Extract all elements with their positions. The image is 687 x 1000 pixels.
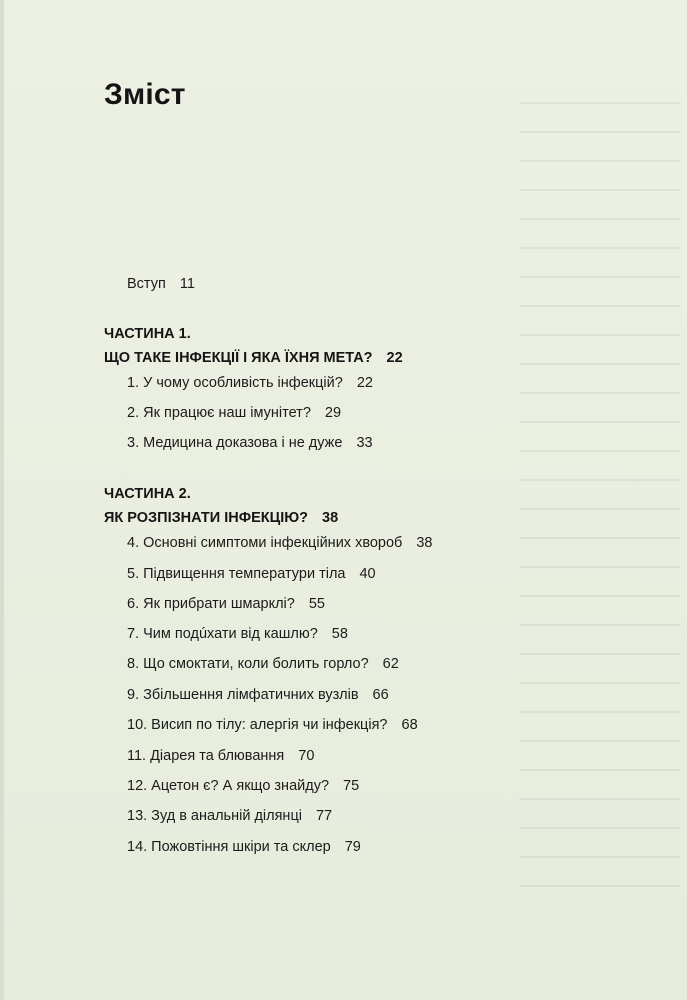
toc-entry-label: 8. Що смоктати, коли болить горло? — [127, 656, 369, 672]
toc-page-number: 22 — [386, 350, 403, 366]
toc-page-number: 58 — [331, 626, 348, 642]
toc-chapter-3[interactable] — [127, 435, 373, 451]
toc-entry-label: 2. Як працює наш імунітет? — [127, 405, 311, 421]
part-label: ЧАСТИНА 2. — [104, 486, 191, 502]
toc-entry-label: 11. Діарея та блювання — [127, 748, 285, 764]
toc-chapter-7[interactable] — [127, 626, 348, 642]
bleed-through-text — [520, 80, 680, 900]
toc-page-number: 66 — [372, 687, 389, 703]
toc-page-number: 77 — [315, 808, 333, 824]
toc-entry-label: 14. Пожовтіння шкіри та склер — [127, 839, 331, 855]
toc-chapter-1[interactable] — [127, 375, 373, 391]
toc-page-number: 11 — [179, 276, 195, 292]
toc-entry-label: 13. Зуд в анальній ділянці — [127, 808, 302, 824]
toc-part-2[interactable] — [104, 482, 338, 530]
part-label: ЧАСТИНА 1. — [104, 326, 191, 342]
toc-page-number: 22 — [356, 375, 373, 391]
toc-part-1[interactable] — [104, 322, 403, 370]
toc-page-number: 29 — [324, 405, 342, 421]
toc-page-number: 38 — [416, 535, 433, 551]
toc-page-number: 38 — [322, 510, 339, 526]
toc-chapter-8[interactable] — [127, 656, 399, 672]
toc-page-number: 68 — [401, 717, 418, 733]
toc-entry-label: 10. Висип по тілу: алергія чи інфекція? — [127, 717, 388, 733]
toc-entry-label: 5. Підвищення температури тіла — [127, 566, 346, 582]
toc-chapter-12[interactable] — [127, 778, 359, 794]
toc-chapter-14[interactable] — [127, 839, 361, 855]
toc-page-number: 40 — [359, 566, 376, 582]
toc-entry-label: 9. Збільшення лімфатичних вузлів — [127, 687, 359, 703]
toc-chapter-13[interactable] — [127, 808, 332, 824]
toc-page-number: 62 — [382, 656, 399, 672]
page-title: Зміст — [104, 78, 186, 111]
toc-page-number: 70 — [298, 748, 315, 764]
toc-entry-label: 1. У чому особливість інфекцій? — [127, 375, 343, 391]
toc-entry-label: Вступ — [127, 276, 166, 292]
part-title: ЩО ТАКЕ ІНФЕКЦІЇ І ЯКА ЇХНЯ МЕТА? — [104, 350, 373, 366]
page-binding-edge — [0, 0, 4, 1000]
toc-page-number: 75 — [343, 778, 360, 794]
toc-page-number: 33 — [356, 435, 373, 451]
toc-entry-label: 12. Ацетон є? А якщо знайду? — [127, 778, 330, 794]
toc-entry-intro[interactable] — [127, 276, 195, 292]
toc-chapter-5[interactable] — [127, 566, 376, 582]
toc-entry-label: 6. Як прибрати шмарклі? — [127, 596, 295, 612]
part-title: ЯК РОЗПІЗНАТИ ІНФЕКЦІЮ? — [104, 510, 309, 526]
toc-entry-label: 7. Чим подúхати від кашлю? — [127, 626, 318, 642]
toc-chapter-11[interactable] — [127, 748, 314, 764]
toc-page-number: 79 — [344, 839, 361, 855]
toc-entry-label: 4. Основні симптоми інфекційних хвороб — [127, 535, 403, 551]
toc-entry-label: 3. Медицина доказова і не дуже — [127, 435, 343, 451]
toc-chapter-6[interactable] — [127, 596, 325, 612]
toc-chapter-4[interactable] — [127, 535, 433, 551]
toc-chapter-10[interactable] — [127, 717, 418, 733]
toc-page-number: 55 — [308, 596, 325, 612]
toc-chapter-9[interactable] — [127, 687, 389, 703]
toc-chapter-2[interactable] — [127, 405, 341, 421]
